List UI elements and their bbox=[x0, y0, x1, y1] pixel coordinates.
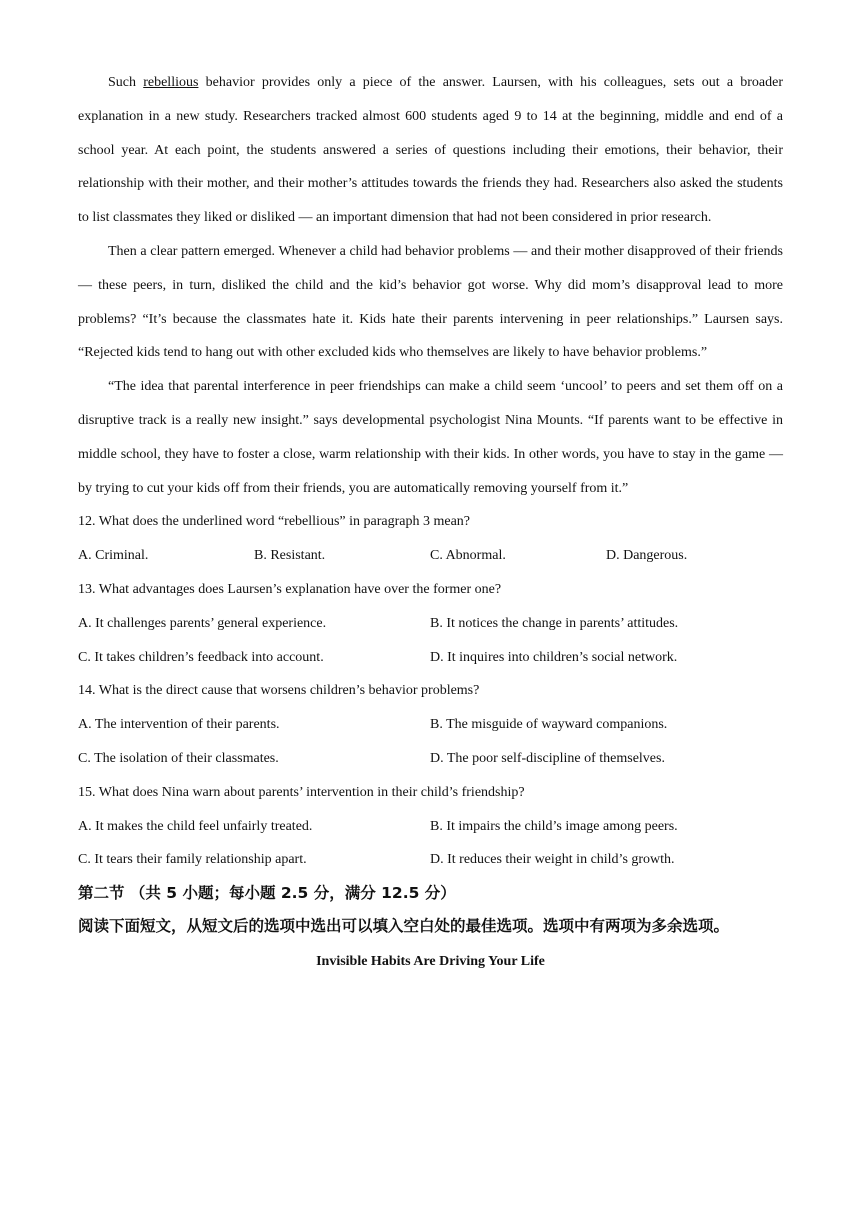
paragraph-3: “The idea that parental interference in peer friendships can make a child seem ‘uncool’ to peers and set them off on a disruptive track is a really new insight.” says developmental psychologist Nina Mounts. “If parents want to be effective in middle school, they have to foster a close, warm relationship with their kids. In other words, you have to stay in the game — by trying to cut your kids off from their friends, you are automatically removing yourself from it.” bbox=[78, 379, 783, 496]
option-d: D. It reduces their weight in child’s growth. bbox=[430, 852, 675, 868]
question-options-row-2 bbox=[78, 843, 783, 877]
option-b: B. The misguide of wayward companions. bbox=[430, 717, 668, 733]
option-d: D. The poor self-discipline of themselves. bbox=[430, 750, 665, 766]
document-page bbox=[78, 66, 783, 978]
question-stem: 13. What advantages does Laursen’s explanation have over the former one? bbox=[78, 581, 502, 597]
question-stem: 14. What is the direct cause that worsens children’s behavior problems? bbox=[78, 683, 480, 699]
option-a: A. The intervention of their parents. bbox=[78, 717, 280, 733]
question-options-row-1 bbox=[78, 810, 783, 844]
question-options-row-2 bbox=[78, 641, 783, 675]
paragraph-2: Then a clear pattern emerged. Whenever a child had behavior problems — and their mother disapproved of their friends — these peers, in turn, disliked the child and the kid’s behavior got worse. Why did mom’s disapproval lead to more problems? “It’s because the classmates hate it. Kids hate their parents intervening in peer relationships.” Laursen says. “Rejected kids tend to hang out with other excluded kids who themselves are likely to have behavior problems.” bbox=[78, 243, 783, 361]
question-options-row-1 bbox=[78, 708, 783, 742]
option-b: B. Resistant. bbox=[254, 548, 326, 564]
question-15 bbox=[78, 776, 783, 877]
section-instruction: 阅读下面短文，从短文后的选项中选出可以填入空白处的最佳选项。选项中有两项为多余选项。 bbox=[78, 917, 730, 936]
option-c: C. It tears their family relationship apart. bbox=[78, 852, 307, 868]
question-stem: 12. What does the underlined word “rebellious” in paragraph 3 mean? bbox=[78, 514, 470, 530]
option-d: D. It inquires into children’s social network. bbox=[430, 649, 678, 665]
option-b: B. It notices the change in parents’ attitudes. bbox=[430, 615, 679, 631]
question-12 bbox=[78, 505, 783, 573]
section-heading: 第二节 （共 5 小题；每小题 2.5 分，满分 12.5 分） bbox=[78, 884, 456, 903]
underlined-word: rebellious bbox=[143, 75, 199, 90]
option-c: C. Abnormal. bbox=[430, 548, 506, 564]
option-b: B. It impairs the child’s image among peers. bbox=[430, 818, 678, 834]
question-14 bbox=[78, 674, 783, 775]
question-options bbox=[78, 539, 783, 573]
option-a: A. Criminal. bbox=[78, 548, 149, 564]
passage-title: Invisible Habits Are Driving Your Life bbox=[316, 954, 545, 970]
paragraph-1 bbox=[78, 66, 783, 235]
question-options-row-1 bbox=[78, 607, 783, 641]
paragraph-1-lead: Such bbox=[108, 75, 144, 90]
option-c: C. It takes children’s feedback into account. bbox=[78, 649, 324, 665]
question-stem: 15. What does Nina warn about parents’ intervention in their child’s friendship? bbox=[78, 784, 525, 800]
question-options-row-2 bbox=[78, 742, 783, 776]
option-a: A. It makes the child feel unfairly treated. bbox=[78, 818, 313, 834]
paragraph-1-rest: behavior provides only a piece of the answer. Laursen, with his colleagues, sets out a broader explanation in a new study. Researchers tracked almost 600 students aged 9 to 14 at the beginning, middle and end of a school year. At each point, the students answered a series of questions including their emotions, their behavior, their relationship with their mother, and their mother’s attitudes towards the friends they had. Researchers also asked the students to list classmates they liked or disliked — an important dimension that had not been considered in prior research. bbox=[78, 75, 784, 226]
option-d: D. Dangerous. bbox=[606, 548, 688, 564]
option-c: C. The isolation of their classmates. bbox=[78, 750, 279, 766]
question-13 bbox=[78, 573, 783, 674]
option-a: A. It challenges parents’ general experience. bbox=[78, 615, 327, 631]
